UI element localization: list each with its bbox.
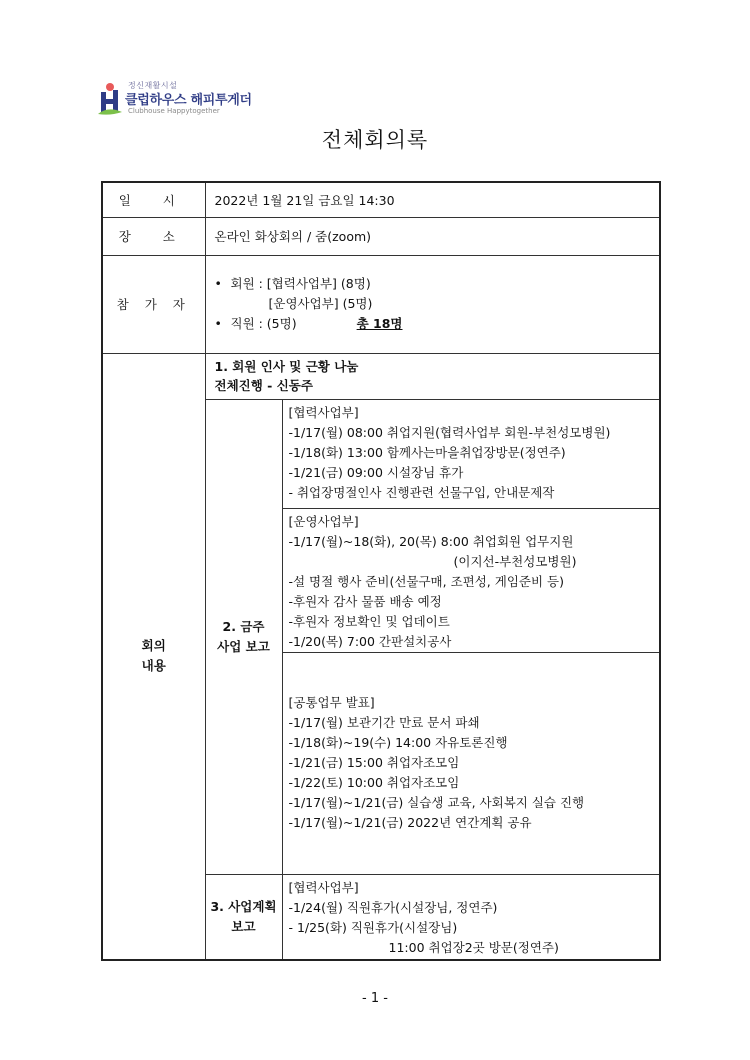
content-label-cell: [102, 353, 205, 960]
logo-subtitle: 정신재활시설: [128, 81, 178, 90]
report-line: -1/21(금) 15:00 취업자조모임: [288, 754, 460, 770]
report-line: -1/17(월) 보관기간 만료 문서 파쇄: [288, 714, 480, 730]
date-label: 일 시: [102, 182, 205, 217]
content-label: 회의: [141, 638, 166, 654]
agenda-item-3-label-line: 보고: [231, 918, 256, 934]
coop-report: [282, 399, 660, 508]
logo-english-name: Clubhouse Happytogether: [128, 107, 220, 115]
report-line: 11:00 취업장2곳 방문(정연주): [388, 939, 559, 955]
attendees-line: [215, 274, 660, 294]
agenda-item-1-title: 1. 회원 인사 및 근황 나눔: [214, 359, 359, 374]
bullet: •: [214, 276, 222, 291]
report-line: -후원자 정보확인 및 업데이트: [288, 613, 450, 629]
report-line: -설 명절 행사 준비(선물구매, 조편성, 게임준비 등): [288, 573, 564, 589]
place-row: [102, 217, 660, 255]
agenda-item-1: [205, 353, 660, 399]
report-line: - 1/25(화) 직원휴가(시설장님): [288, 919, 458, 935]
report-line: - 취업장명절인사 진행관련 선물구입, 안내문제작: [288, 484, 555, 500]
report-line: [협력사업부]: [288, 879, 359, 895]
attendees-total: 총 18명: [356, 316, 403, 331]
date-value: 2022년 1월 21일 금요일 14:30: [205, 182, 660, 217]
document-title: 전체회의록: [321, 128, 429, 152]
attendees-members: 회원 : [협력사업부] (8명): [230, 276, 371, 291]
agenda-item-2-label-line: 2. 금주: [222, 618, 265, 634]
attendees-line: [215, 294, 660, 314]
attendees-ops: [운영사업부] (5명): [268, 296, 373, 311]
common-report: [282, 652, 660, 874]
report-line: -1/24(월) 직원휴가(시설장님, 정연주): [288, 899, 498, 915]
place-label: 장 소: [102, 217, 205, 255]
attendees-label: 참 가 자: [102, 255, 205, 353]
report-line: (이지선-부천성모병원): [453, 553, 577, 569]
date-row: [102, 182, 660, 217]
organization-logo: [98, 80, 258, 120]
clubhouse-h-icon: [98, 82, 124, 116]
agenda-item-3-label: [205, 874, 282, 960]
logo-name: 클럽하우스 해피투게더: [125, 93, 252, 108]
attendees-row: [102, 255, 660, 353]
content-label: 내용: [141, 658, 166, 674]
report-line: -1/22(토) 10:00 취업자조모임: [288, 774, 460, 790]
attendees-staff: 직원 : (5명): [230, 316, 297, 331]
agenda-item-1-host: 전체진행 - 신동주: [214, 378, 313, 393]
agenda-item-2-label-line: 사업 보고: [217, 638, 270, 654]
plan-report: [282, 874, 660, 960]
ops-report: [282, 508, 660, 652]
attendees-cell: [205, 255, 660, 353]
report-line: [공통업무 발표]: [288, 694, 375, 710]
agenda-item-3-label-line: 3. 사업계획: [210, 898, 277, 914]
minutes-table: [101, 181, 661, 961]
agenda-item-2-label: [205, 399, 282, 874]
agenda-item-1-row: [102, 353, 660, 399]
report-line: -1/17(월)~1/21(금) 실습생 교육, 사회복지 실습 진행: [288, 794, 585, 810]
report-line: -1/17(월)~18(화), 20(목) 8:00 취업회원 업무지원: [288, 533, 574, 549]
report-line: -1/20(목) 7:00 간판설치공사: [288, 633, 452, 649]
report-line: -1/18(화)~19(수) 14:00 자유토론진행: [288, 734, 508, 750]
report-line: -1/17(월) 08:00 취업지원(협력사업부 회원-부천성모병원): [288, 424, 611, 440]
report-line: -1/18(화) 13:00 함께사는마을취업장방문(정연주): [288, 444, 566, 460]
report-line: [협력사업부]: [288, 404, 359, 420]
place-value: 온라인 화상회의 / 줌(zoom): [205, 217, 660, 255]
report-line: -1/17(월)~1/21(금) 2022년 연간계획 공유: [288, 814, 532, 830]
bullet: •: [214, 316, 222, 331]
report-line: -1/21(금) 09:00 시설장님 휴가: [288, 464, 464, 480]
page-number: - 1 -: [362, 991, 388, 1006]
report-line: [운영사업부]: [288, 513, 359, 529]
report-line: -후원자 감사 물품 배송 예정: [288, 593, 442, 609]
attendees-line: [215, 314, 660, 334]
